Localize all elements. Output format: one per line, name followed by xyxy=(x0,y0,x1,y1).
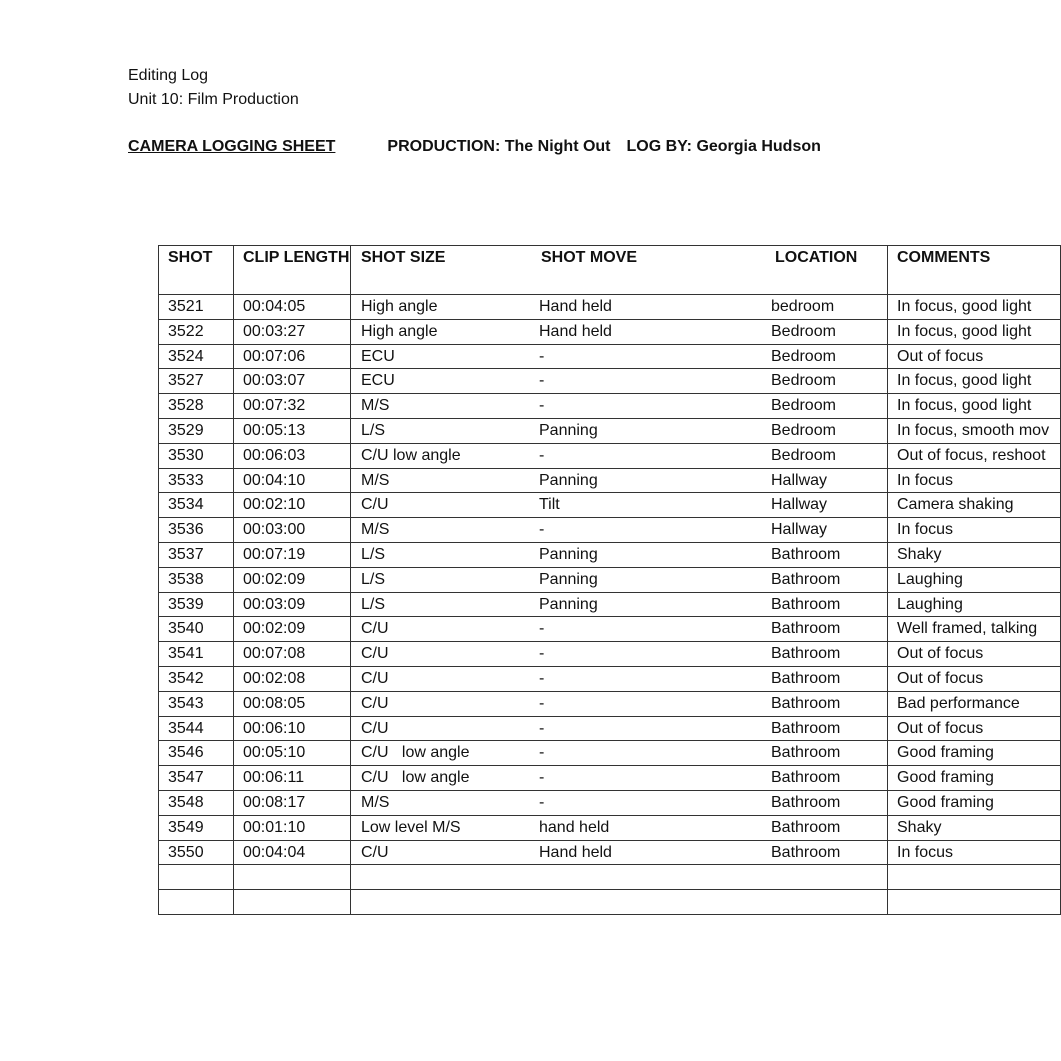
shot-move: - xyxy=(539,620,545,638)
shot-details-cell xyxy=(351,790,888,815)
comments-cell: Good framing xyxy=(888,790,1061,815)
comments-cell xyxy=(888,865,1061,890)
comments-cell: Out of focus xyxy=(888,666,1061,691)
clip-length-cell: 00:04:10 xyxy=(234,468,351,493)
clip-length-cell: 00:03:09 xyxy=(234,592,351,617)
shot-size: M/S xyxy=(361,397,390,415)
comments-cell: In focus, good light xyxy=(888,319,1061,344)
shot-details-cell xyxy=(351,518,888,543)
table-row xyxy=(159,369,1061,394)
clip-length-cell: 00:02:09 xyxy=(234,617,351,642)
clip-length-cell: 00:03:27 xyxy=(234,319,351,344)
shot-cell: 3529 xyxy=(159,418,234,443)
shot-size: C/U xyxy=(361,843,389,861)
shot-details-cell xyxy=(351,592,888,617)
clip-length-cell: 00:04:04 xyxy=(234,840,351,865)
shot-size: C/U xyxy=(361,719,389,737)
location: Hallway xyxy=(771,496,828,514)
comments-cell: Laughing xyxy=(888,567,1061,592)
shot-details-cell xyxy=(351,716,888,741)
header-shot: SHOT xyxy=(159,246,234,295)
shot-cell: 3540 xyxy=(159,617,234,642)
shot-size: L/S xyxy=(361,421,386,439)
shot-cell: 3539 xyxy=(159,592,234,617)
shot-size: M/S xyxy=(361,471,390,489)
shot-details-cell xyxy=(351,815,888,840)
table-row xyxy=(159,815,1061,840)
shot-details-cell xyxy=(351,865,888,890)
shot-move: Panning xyxy=(539,570,598,588)
shot-move: - xyxy=(539,645,545,663)
comments-cell: In focus xyxy=(888,518,1061,543)
empty-row xyxy=(159,890,1061,915)
location: Bedroom xyxy=(771,397,836,415)
location: Bathroom xyxy=(771,595,841,613)
location: Bathroom xyxy=(771,769,841,787)
shot-cell: 3522 xyxy=(159,319,234,344)
shot-move: Panning xyxy=(539,545,598,563)
shot-size: C/U xyxy=(361,645,389,663)
table-row xyxy=(159,567,1061,592)
shot-size: L/S xyxy=(361,570,386,588)
shot-cell: 3524 xyxy=(159,344,234,369)
clip-length-cell: 00:07:32 xyxy=(234,394,351,419)
comments-cell: Out of focus xyxy=(888,642,1061,667)
clip-length-cell: 00:04:05 xyxy=(234,295,351,320)
shot-details-cell xyxy=(351,766,888,791)
sheet-title: CAMERA LOGGING SHEET xyxy=(128,138,336,155)
shot-details-cell xyxy=(351,319,888,344)
table-row xyxy=(159,295,1061,320)
shot-cell: 3536 xyxy=(159,518,234,543)
table-row xyxy=(159,691,1061,716)
shot-size: C/U xyxy=(361,669,389,687)
table-row xyxy=(159,790,1061,815)
shot-details-cell xyxy=(351,890,888,915)
shot-cell: 3550 xyxy=(159,840,234,865)
comments-cell xyxy=(888,890,1061,915)
shot-move: Tilt xyxy=(539,496,560,514)
shot-size: C/U xyxy=(361,620,389,638)
table-row xyxy=(159,493,1061,518)
comments-cell: Good framing xyxy=(888,766,1061,791)
shot-move: Panning xyxy=(539,595,598,613)
shot-size: Low level M/S xyxy=(361,818,461,836)
shot-details-cell xyxy=(351,369,888,394)
shot-move: - xyxy=(539,347,545,365)
shot-move: - xyxy=(539,769,545,787)
clip-length-cell: 00:06:11 xyxy=(234,766,351,791)
comments-cell: Good framing xyxy=(888,741,1061,766)
clip-length-cell xyxy=(234,890,351,915)
header-clip-length: CLIP LENGTH xyxy=(234,246,351,295)
shot-details-cell xyxy=(351,642,888,667)
clip-length-cell: 00:02:10 xyxy=(234,493,351,518)
location: Hallway xyxy=(771,521,828,539)
comments-cell: Out of focus xyxy=(888,716,1061,741)
comments-cell: Camera shaking xyxy=(888,493,1061,518)
shot-cell: 3538 xyxy=(159,567,234,592)
shot-size: High angle xyxy=(361,298,438,315)
table-row xyxy=(159,394,1061,419)
clip-length-cell: 00:06:10 xyxy=(234,716,351,741)
shot-details-cell xyxy=(351,493,888,518)
shot-move: Hand held xyxy=(539,322,612,340)
table-row xyxy=(159,840,1061,865)
clip-length-cell: 00:05:13 xyxy=(234,418,351,443)
comments-cell: Shaky xyxy=(888,815,1061,840)
shot-size: C/U xyxy=(361,496,389,514)
clip-length-cell: 00:08:17 xyxy=(234,790,351,815)
shot-move: - xyxy=(539,793,545,811)
shot-cell: 3543 xyxy=(159,691,234,716)
location: Bedroom xyxy=(771,322,836,340)
table-row xyxy=(159,468,1061,493)
shot-details-cell xyxy=(351,666,888,691)
shot-details-cell xyxy=(351,691,888,716)
shot-cell: 3542 xyxy=(159,666,234,691)
shot-move: Hand held xyxy=(539,298,612,315)
table-header-row xyxy=(159,246,1061,295)
shot-cell: 3546 xyxy=(159,741,234,766)
location: Bedroom xyxy=(771,421,836,439)
shot-details-cell xyxy=(351,344,888,369)
comments-cell: In focus, smooth mov xyxy=(888,418,1061,443)
comments-cell: Well framed, talking xyxy=(888,617,1061,642)
shot-cell: 3547 xyxy=(159,766,234,791)
shot-move: - xyxy=(539,694,545,712)
shot-size: L/S xyxy=(361,545,386,563)
shot-cell: 3528 xyxy=(159,394,234,419)
header-location: LOCATION xyxy=(775,249,858,266)
location: Hallway xyxy=(771,471,828,489)
shot-move: - xyxy=(539,446,545,464)
shot-cell xyxy=(159,865,234,890)
table-row xyxy=(159,642,1061,667)
camera-log-table xyxy=(158,245,1061,915)
table-row xyxy=(159,766,1061,791)
table-row xyxy=(159,741,1061,766)
doc-title: Editing Log xyxy=(128,67,209,84)
location: Bathroom xyxy=(771,620,841,638)
clip-length-cell: 00:03:00 xyxy=(234,518,351,543)
comments-cell: In focus, good light xyxy=(888,369,1061,394)
clip-length-cell: 00:07:08 xyxy=(234,642,351,667)
table-row xyxy=(159,592,1061,617)
shot-size: L/S xyxy=(361,595,386,613)
clip-length-cell: 00:08:05 xyxy=(234,691,351,716)
shot-details-cell xyxy=(351,567,888,592)
shot-cell: 3544 xyxy=(159,716,234,741)
location: Bathroom xyxy=(771,719,841,737)
log-by-label: LOG BY: Georgia Hudson xyxy=(626,138,821,155)
shot-details-cell xyxy=(351,840,888,865)
table-row xyxy=(159,319,1061,344)
shot-move: Hand held xyxy=(539,843,612,861)
shot-cell: 3549 xyxy=(159,815,234,840)
shot-size: M/S xyxy=(361,793,390,811)
shot-details-cell xyxy=(351,741,888,766)
shot-details-cell xyxy=(351,295,888,320)
shot-move: - xyxy=(539,669,545,687)
table-row xyxy=(159,666,1061,691)
shot-move: - xyxy=(539,719,545,737)
comments-cell: Out of focus, reshoot xyxy=(888,443,1061,468)
clip-length-cell: 00:05:10 xyxy=(234,741,351,766)
shot-cell: 3527 xyxy=(159,369,234,394)
comments-cell: In focus, good light xyxy=(888,394,1061,419)
shot-details-cell xyxy=(351,418,888,443)
shot-cell: 3533 xyxy=(159,468,234,493)
clip-length-cell: 00:06:03 xyxy=(234,443,351,468)
shot-cell: 3537 xyxy=(159,542,234,567)
shot-size: ECU xyxy=(361,372,395,390)
shot-cell: 3530 xyxy=(159,443,234,468)
location: Bathroom xyxy=(771,744,841,762)
header-comments: COMMENTS xyxy=(888,246,1061,295)
header-shot-size: SHOT SIZE xyxy=(361,249,446,266)
shot-move: - xyxy=(539,744,545,762)
shot-size: C/U low angle xyxy=(361,769,470,787)
shot-details-cell xyxy=(351,394,888,419)
shot-size: C/U low angle xyxy=(361,744,470,762)
shot-cell xyxy=(159,890,234,915)
shot-details-cell xyxy=(351,443,888,468)
shot-move: - xyxy=(539,372,545,390)
clip-length-cell: 00:03:07 xyxy=(234,369,351,394)
location: Bathroom xyxy=(771,818,841,836)
table-row xyxy=(159,716,1061,741)
shot-move: Panning xyxy=(539,421,598,439)
shot-size: C/U low angle xyxy=(361,446,461,464)
production-label: PRODUCTION: The Night Out xyxy=(387,138,611,155)
shot-cell: 3534 xyxy=(159,493,234,518)
comments-cell: In focus xyxy=(888,840,1061,865)
shot-size: ECU xyxy=(361,347,395,365)
shot-move: hand held xyxy=(539,818,610,836)
shot-cell: 3541 xyxy=(159,642,234,667)
shot-details-cell xyxy=(351,542,888,567)
shot-details-cell xyxy=(351,617,888,642)
comments-cell: Shaky xyxy=(888,542,1061,567)
header-shot-move: SHOT MOVE xyxy=(541,249,638,266)
table-row xyxy=(159,344,1061,369)
shot-details-cell xyxy=(351,468,888,493)
comments-cell: In focus, good light xyxy=(888,295,1061,320)
clip-length-cell: 00:07:19 xyxy=(234,542,351,567)
shot-move: - xyxy=(539,397,545,415)
shot-size: High angle xyxy=(361,322,438,340)
clip-length-cell: 00:07:06 xyxy=(234,344,351,369)
shot-size: M/S xyxy=(361,521,390,539)
table-row xyxy=(159,443,1061,468)
table-row xyxy=(159,518,1061,543)
location: bedroom xyxy=(771,298,835,315)
header-group xyxy=(351,246,888,295)
clip-length-cell xyxy=(234,865,351,890)
comments-cell: Bad performance xyxy=(888,691,1061,716)
comments-cell: Laughing xyxy=(888,592,1061,617)
doc-subtitle: Unit 10: Film Production xyxy=(128,91,299,108)
location: Bathroom xyxy=(771,645,841,663)
location: Bedroom xyxy=(771,446,836,464)
table-row xyxy=(159,542,1061,567)
location: Bathroom xyxy=(771,570,841,588)
shot-size: C/U xyxy=(361,694,389,712)
clip-length-cell: 00:01:10 xyxy=(234,815,351,840)
location: Bathroom xyxy=(771,669,841,687)
comments-cell: In focus xyxy=(888,468,1061,493)
table-row xyxy=(159,617,1061,642)
table-row xyxy=(159,418,1061,443)
location: Bedroom xyxy=(771,372,836,390)
location: Bathroom xyxy=(771,694,841,712)
clip-length-cell: 00:02:08 xyxy=(234,666,351,691)
location: Bathroom xyxy=(771,843,841,861)
shot-cell: 3548 xyxy=(159,790,234,815)
shot-cell: 3521 xyxy=(159,295,234,320)
comments-cell: Out of focus xyxy=(888,344,1061,369)
shot-move: - xyxy=(539,521,545,539)
location: Bathroom xyxy=(771,793,841,811)
location: Bedroom xyxy=(771,347,836,365)
sheet-heading xyxy=(128,135,821,159)
shot-move: Panning xyxy=(539,471,598,489)
location: Bathroom xyxy=(771,545,841,563)
empty-row xyxy=(159,865,1061,890)
clip-length-cell: 00:02:09 xyxy=(234,567,351,592)
